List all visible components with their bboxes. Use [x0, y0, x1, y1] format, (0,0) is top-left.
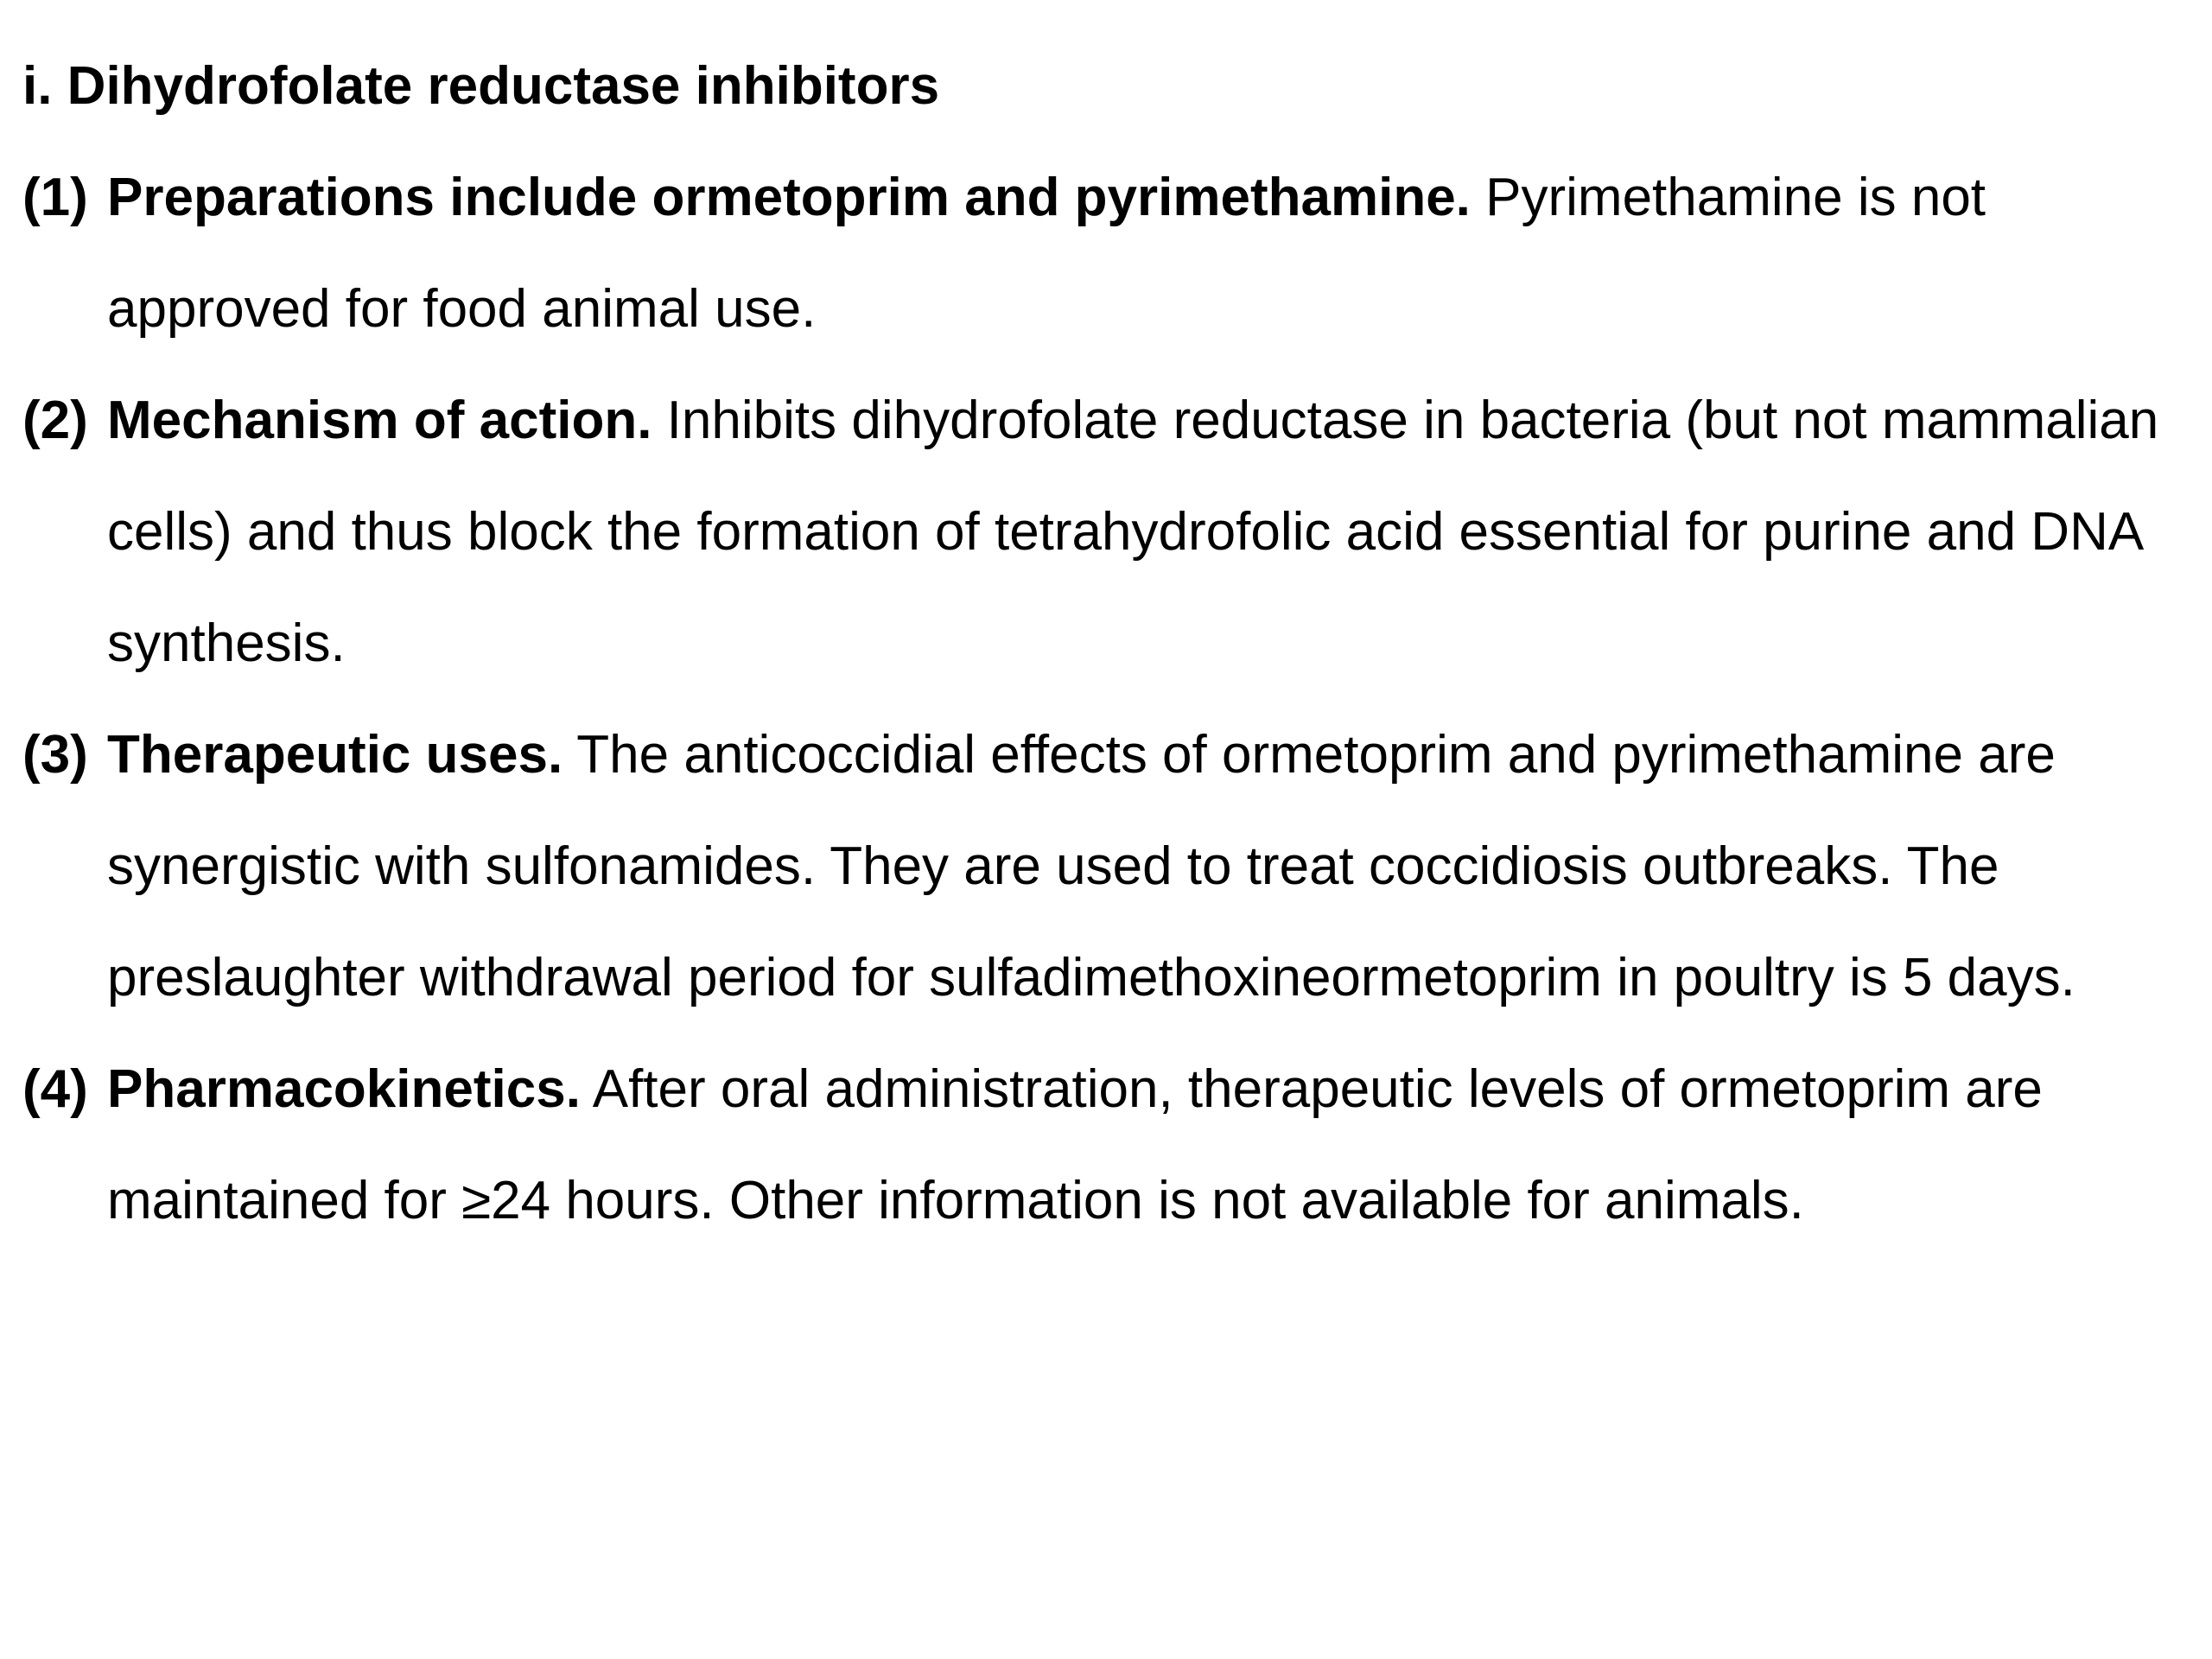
item-text: Pyrimethamine is not approved for food animal use.: [107, 168, 1986, 339]
item-number: (2): [22, 391, 88, 450]
list-item: [22, 142, 2195, 365]
list-item: [22, 365, 2195, 699]
item-lead: Pharmacokinetics.: [107, 1059, 581, 1119]
item-lead: Preparations include ormetoprim and pyrimethamine.: [107, 168, 1471, 227]
list-item: [22, 1033, 2195, 1256]
item-lead: Mechanism of action.: [107, 391, 652, 450]
item-number: (4): [22, 1059, 88, 1119]
item-text: The anticoccidial effects of ormetoprim and pyrimethamine are synergistic with sulfonamides. They are used to treat coccidiosis outbreaks. The preslaughter withdrawal period for sulfadimethoxineormetoprim in poultry is 5 days.: [107, 725, 2075, 1007]
item-number: (3): [22, 725, 88, 785]
section-heading: i. Dihydrofolate reductase inhibitors: [22, 56, 940, 116]
item-text: After oral administration, therapeutic levels of ormetoprim are maintained for ≥24 hours. Other information is not available for animals.: [107, 1059, 2043, 1230]
list-item: [22, 699, 2195, 1033]
item-number: (1): [22, 168, 88, 227]
item-text: Inhibits dihydrofolate reductase in bacteria (but not mammalian cells) and thus block the formation of tetrahydrofolic acid essential for purine and DNA synthesis.: [107, 391, 2159, 673]
item-lead: Therapeutic uses.: [107, 725, 563, 785]
